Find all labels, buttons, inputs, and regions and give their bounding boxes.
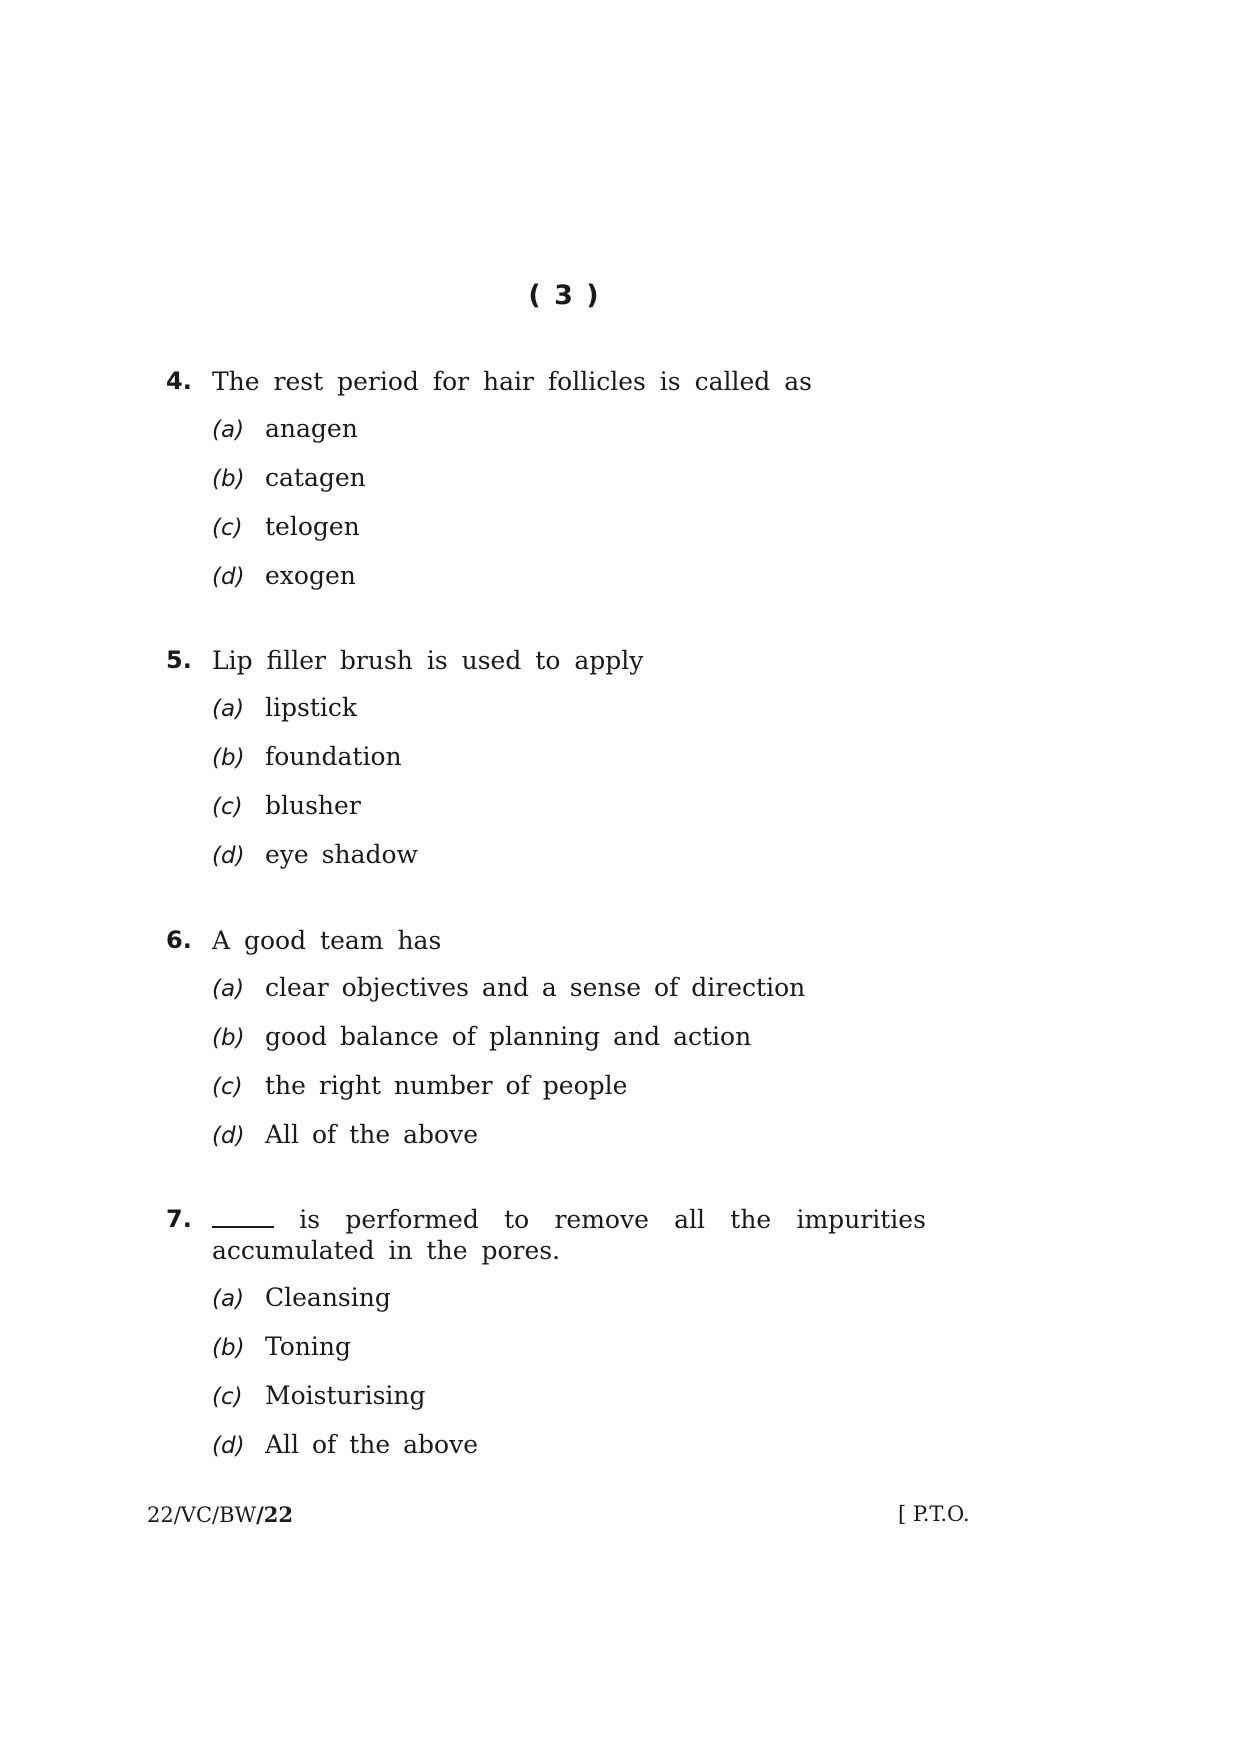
- option-text: All of the above: [265, 1430, 479, 1459]
- option-d[interactable]: [212, 840, 926, 889]
- fill-in-blank[interactable]: [212, 1204, 274, 1228]
- question-6: [166, 925, 926, 1169]
- option-text: Cleansing: [265, 1283, 391, 1312]
- option-label: (d): [212, 564, 245, 590]
- question-word: remove: [554, 1205, 649, 1234]
- question-text: The rest period for hair follicles is called as: [212, 367, 812, 396]
- option-a[interactable]: [212, 973, 926, 1022]
- option-label: (a): [212, 696, 245, 722]
- option-label: (d): [212, 843, 245, 869]
- option-text: the right number of people: [265, 1071, 628, 1100]
- question-word: performed: [345, 1205, 479, 1234]
- question-number: 7.: [166, 1205, 192, 1233]
- option-list: [212, 414, 926, 610]
- paper-code-prefix: 22/VC/BW: [147, 1503, 257, 1527]
- question-text: Lip filler brush is used to apply: [212, 646, 644, 675]
- question-word: the: [730, 1205, 772, 1234]
- option-text: clear objectives and a sense of direction: [265, 973, 806, 1002]
- question-number: 6.: [166, 926, 192, 954]
- option-text: blusher: [265, 791, 361, 820]
- option-d[interactable]: [212, 1430, 926, 1479]
- question-word: impurities: [796, 1205, 926, 1234]
- question-7: [166, 1204, 926, 1479]
- option-label: (a): [212, 1286, 245, 1312]
- option-label: (b): [212, 1025, 245, 1051]
- option-text: catagen: [265, 463, 366, 492]
- option-text: All of the above: [265, 1120, 479, 1149]
- option-label: (c): [212, 1074, 243, 1100]
- question-word: to: [504, 1205, 530, 1234]
- option-c[interactable]: [212, 1381, 926, 1430]
- option-label: (a): [212, 417, 245, 443]
- question-text: A good team has: [212, 926, 442, 955]
- question-number: 4.: [166, 367, 192, 395]
- option-b[interactable]: [212, 1022, 926, 1071]
- paper-code: [147, 1502, 293, 1527]
- option-label: (c): [212, 794, 243, 820]
- paper-code-suffix: /22: [256, 1502, 294, 1527]
- option-label: (b): [212, 745, 245, 771]
- option-list: [212, 1283, 926, 1479]
- question-word: all: [674, 1205, 706, 1234]
- question-text: [212, 1204, 926, 1266]
- option-text: foundation: [265, 742, 402, 771]
- option-c[interactable]: [212, 791, 926, 840]
- option-d[interactable]: [212, 1120, 926, 1169]
- option-label: (c): [212, 1384, 243, 1410]
- option-label: (c): [212, 515, 243, 541]
- pto-label: [ P.T.O.: [898, 1502, 970, 1526]
- question-4: [166, 366, 926, 610]
- question-5: [166, 645, 926, 889]
- question-text-line-2: accumulated in the pores.: [212, 1236, 561, 1265]
- option-d[interactable]: [212, 561, 926, 610]
- option-label: (d): [212, 1123, 245, 1149]
- option-label: (b): [212, 1335, 245, 1361]
- option-label: (b): [212, 466, 245, 492]
- option-a[interactable]: [212, 693, 926, 742]
- option-text: telogen: [265, 512, 360, 541]
- option-text: anagen: [265, 414, 358, 443]
- option-label: (a): [212, 976, 245, 1002]
- page-number: ( 3 ): [528, 280, 601, 311]
- option-text: lipstick: [265, 693, 358, 722]
- option-c[interactable]: [212, 1071, 926, 1120]
- option-b[interactable]: [212, 742, 926, 791]
- option-text: eye shadow: [265, 840, 418, 869]
- question-text-line-1: [212, 1204, 926, 1235]
- option-text: Toning: [265, 1332, 351, 1361]
- option-text: good balance of planning and action: [265, 1022, 752, 1051]
- option-list: [212, 693, 926, 889]
- option-b[interactable]: [212, 463, 926, 512]
- option-text: Moisturising: [265, 1381, 426, 1410]
- option-a[interactable]: [212, 1283, 926, 1332]
- option-text: exogen: [265, 561, 356, 590]
- option-list: [212, 973, 926, 1169]
- option-b[interactable]: [212, 1332, 926, 1381]
- option-c[interactable]: [212, 512, 926, 561]
- option-a[interactable]: [212, 414, 926, 463]
- option-label: (d): [212, 1433, 245, 1459]
- question-word: is: [299, 1205, 321, 1234]
- question-number: 5.: [166, 646, 192, 674]
